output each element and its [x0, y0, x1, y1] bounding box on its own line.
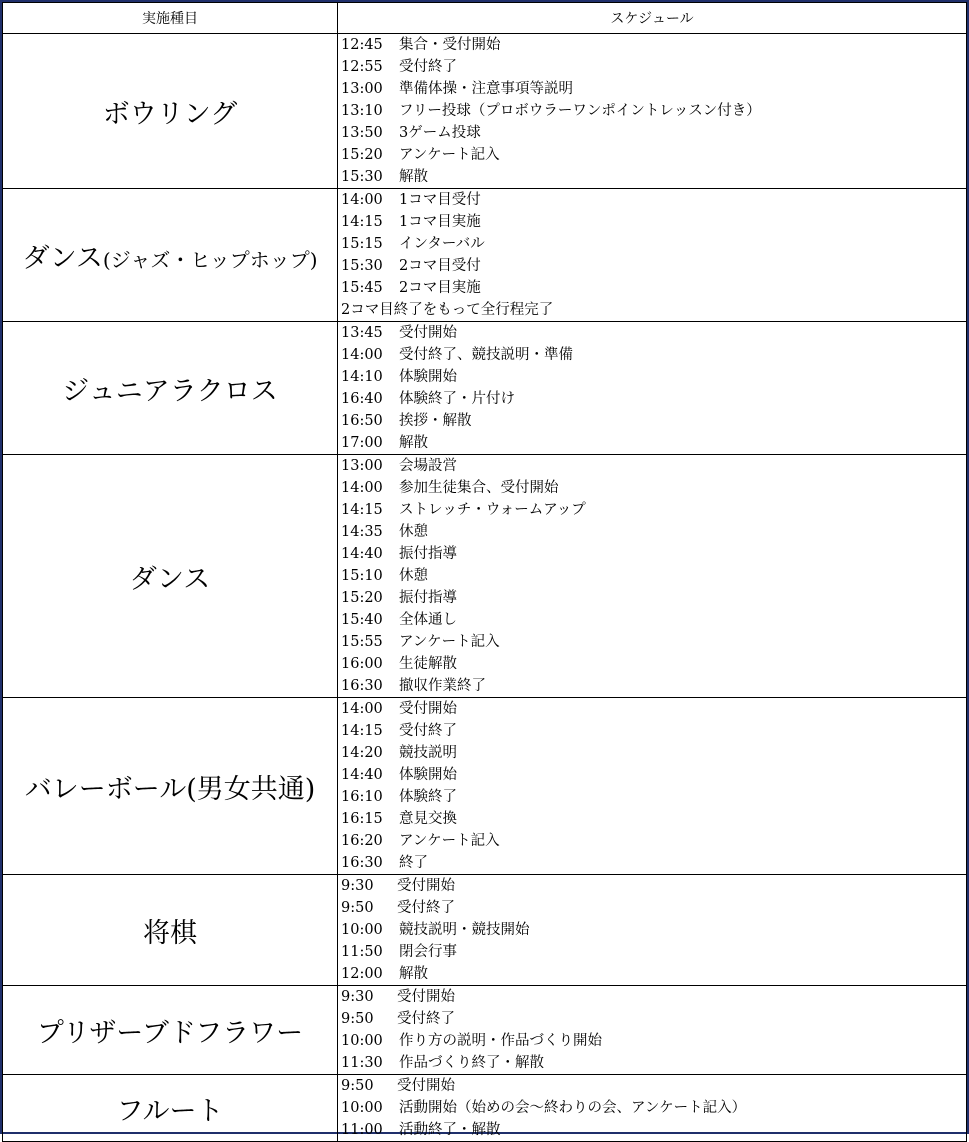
schedule-text: 全体通し [399, 612, 457, 628]
schedule-time: 14:40 [341, 767, 383, 783]
schedule-time: 10:00 [341, 922, 383, 938]
schedule-time: 9:50 [341, 1011, 374, 1027]
table-row [3, 34, 967, 189]
schedule-time: 14:15 [341, 214, 383, 230]
schedule-time: 13:50 [341, 125, 383, 141]
schedule-time: 15:15 [341, 236, 383, 252]
schedule-text: 競技説明 [399, 745, 457, 761]
schedule-time: 13:10 [341, 103, 383, 119]
event-name-cell [3, 34, 338, 189]
schedule-line [341, 455, 966, 477]
event-name-sub: (ジャズ・ヒップホップ) [102, 247, 318, 272]
schedule-line [341, 144, 966, 166]
schedule-line [341, 78, 966, 100]
event-name: ボウリング [102, 98, 238, 130]
schedule-time: 15:30 [341, 258, 383, 274]
schedule-cell [338, 986, 967, 1075]
schedule-time: 13:00 [341, 458, 383, 474]
event-name: 将棋 [143, 917, 197, 949]
schedule-text: アンケート記入 [399, 147, 500, 163]
schedule-text: 挨拶・解散 [399, 413, 472, 429]
schedule-text: アンケート記入 [399, 833, 500, 849]
schedule-line [341, 255, 966, 277]
schedule-line [341, 653, 966, 675]
schedule-text: 休憩 [399, 524, 428, 540]
schedule-text: 受付開始 [397, 1078, 455, 1094]
schedule-text: 解散 [399, 966, 428, 982]
event-name-cell [3, 455, 338, 698]
event-name-cell [3, 322, 338, 455]
schedule-time: 14:00 [341, 192, 383, 208]
schedule-text: ストレッチ・ウォームアップ [399, 502, 586, 518]
schedule-text: 準備体操・注意事項等説明 [399, 81, 573, 97]
schedule-text: インターバル [399, 236, 485, 252]
schedule-text: 振付指導 [399, 590, 457, 606]
schedule-time: 14:40 [341, 546, 383, 562]
schedule-text: 振付指導 [399, 546, 457, 562]
schedule-time: 13:45 [341, 325, 383, 341]
schedule-time: 12:55 [341, 59, 383, 75]
event-name: ダンス [22, 242, 103, 274]
schedule-line [341, 963, 966, 985]
schedule-cell [338, 1075, 967, 1142]
schedule-line [341, 211, 966, 233]
event-name-cell [3, 698, 338, 875]
schedule-text: 受付開始 [397, 989, 455, 1005]
schedule-text: フリー投球（プロボウラーワンポイントレッスン付き） [399, 103, 761, 119]
schedule-time: 10:00 [341, 1033, 383, 1049]
schedule-text: 閉会行事 [399, 944, 457, 960]
schedule-line [341, 388, 966, 410]
event-name-cell [3, 875, 338, 986]
schedule-line [341, 366, 966, 388]
schedule-time: 16:50 [341, 413, 383, 429]
schedule-text: 体験終了 [399, 789, 457, 805]
schedule-text: 2コマ目実施 [399, 280, 481, 296]
schedule-line [341, 565, 966, 587]
schedule-line [341, 432, 966, 454]
schedule-text: 2コマ目終了をもって全行程完了 [341, 302, 554, 318]
table-row [3, 455, 967, 698]
schedule-text: 終了 [399, 855, 428, 871]
schedule-time: 16:40 [341, 391, 383, 407]
schedule-text: 会場設営 [399, 458, 457, 474]
schedule-time: 12:00 [341, 966, 383, 982]
schedule-time: 14:10 [341, 369, 383, 385]
header-schedule: スケジュール [338, 3, 967, 34]
schedule-text: 集合・受付開始 [399, 37, 501, 53]
table-row [3, 986, 967, 1075]
schedule-time: 14:00 [341, 480, 383, 496]
table-row [3, 875, 967, 986]
schedule-text: 受付終了 [399, 59, 457, 75]
schedule-line [341, 543, 966, 565]
schedule-time: 14:00 [341, 701, 383, 717]
schedule-text: 受付終了 [397, 900, 455, 916]
schedule-text: 撤収作業終了 [399, 678, 486, 694]
schedule-line [341, 189, 966, 211]
schedule-time: 12:45 [341, 37, 383, 53]
schedule-time: 16:30 [341, 678, 383, 694]
schedule-text: 体験終了・片付け [399, 391, 515, 407]
event-name-cell [3, 189, 338, 322]
schedule-text: 2コマ目受付 [399, 258, 481, 274]
schedule-body [3, 34, 967, 1142]
schedule-time: 14:35 [341, 524, 383, 540]
schedule-line [341, 1119, 966, 1141]
schedule-time: 16:30 [341, 855, 383, 871]
schedule-time: 16:20 [341, 833, 383, 849]
header-row [3, 3, 967, 34]
schedule-text: 体験開始 [399, 767, 457, 783]
schedule-line [341, 808, 966, 830]
schedule-time: 11:00 [341, 1122, 383, 1138]
schedule-line [341, 1075, 966, 1097]
schedule-time: 9:50 [341, 1078, 374, 1094]
schedule-line [341, 986, 966, 1008]
schedule-text: 体験開始 [399, 369, 457, 385]
schedule-time: 10:00 [341, 1100, 383, 1116]
schedule-line [341, 852, 966, 874]
schedule-time: 9:30 [341, 989, 374, 1005]
schedule-cell [338, 34, 967, 189]
schedule-text: 活動開始（始めの会～終わりの会、アンケート記入） [399, 1100, 747, 1116]
schedule-line [341, 720, 966, 742]
schedule-line [341, 1052, 966, 1074]
schedule-text: 受付開始 [397, 878, 455, 894]
schedule-text: 解散 [399, 169, 428, 185]
schedule-time: 14:15 [341, 502, 383, 518]
schedule-text: 休憩 [399, 568, 428, 584]
schedule-line [341, 277, 966, 299]
schedule-time: 15:20 [341, 147, 383, 163]
schedule-text: アンケート記入 [399, 634, 500, 650]
schedule-time: 14:15 [341, 723, 383, 739]
schedule-line [341, 477, 966, 499]
schedule-text: 作品づくり終了・解散 [399, 1055, 544, 1071]
schedule-line [341, 322, 966, 344]
schedule-line [341, 1030, 966, 1052]
schedule-time: 15:55 [341, 634, 383, 650]
schedule-text: 受付終了 [399, 723, 457, 739]
schedule-line [341, 521, 966, 543]
schedule-line [341, 34, 966, 56]
event-name: ジュニアラクロス [62, 375, 278, 407]
schedule-cell [338, 698, 967, 875]
schedule-line [341, 742, 966, 764]
schedule-cell [338, 875, 967, 986]
schedule-cell [338, 189, 967, 322]
schedule-text: 生徒解散 [399, 656, 457, 672]
schedule-line [341, 122, 966, 144]
schedule-text: 受付開始 [399, 325, 457, 341]
schedule-time: 15:20 [341, 590, 383, 606]
event-name: フルート [116, 1095, 224, 1127]
schedule-cell [338, 322, 967, 455]
schedule-line [341, 1008, 966, 1030]
schedule-text: 3ゲーム投球 [399, 125, 481, 141]
schedule-line [341, 786, 966, 808]
schedule-text: 受付開始 [399, 701, 457, 717]
schedule-text: 解散 [399, 435, 428, 451]
schedule-line [341, 830, 966, 852]
schedule-line [341, 166, 966, 188]
schedule-time: 14:00 [341, 347, 383, 363]
schedule-time: 13:00 [341, 81, 383, 97]
schedule-time: 11:50 [341, 944, 383, 960]
schedule-cell [338, 455, 967, 698]
schedule-text: 1コマ目受付 [399, 192, 481, 208]
schedule-line [341, 875, 966, 897]
schedule-line [341, 1097, 966, 1119]
schedule-text: 競技説明・競技開始 [399, 922, 530, 938]
schedule-line [341, 631, 966, 653]
table-row [3, 1075, 967, 1142]
schedule-line [341, 344, 966, 366]
schedule-line [341, 56, 966, 78]
schedule-text: 受付終了、競技説明・準備 [399, 347, 573, 363]
schedule-time: 16:10 [341, 789, 383, 805]
schedule-time: 17:00 [341, 435, 383, 451]
schedule-time: 9:50 [341, 900, 374, 916]
schedule-line [341, 233, 966, 255]
schedule-line [341, 609, 966, 631]
schedule-time: 16:15 [341, 811, 383, 827]
schedule-line [341, 499, 966, 521]
event-name: プリザーブドフラワー [36, 1017, 304, 1049]
schedule-text: 参加生徒集合、受付開始 [399, 480, 559, 496]
schedule-time: 11:30 [341, 1055, 383, 1071]
schedule-time: 16:00 [341, 656, 383, 672]
schedule-time: 14:20 [341, 745, 383, 761]
table-row [3, 698, 967, 875]
schedule-line [341, 410, 966, 432]
event-name-cell [3, 1075, 338, 1142]
schedule-line [341, 100, 966, 122]
schedule-text: 受付終了 [397, 1011, 455, 1027]
schedule-line [341, 897, 966, 919]
schedule-table [2, 2, 967, 1142]
schedule-time: 15:45 [341, 280, 383, 296]
schedule-text: 意見交換 [399, 811, 457, 827]
schedule-line [341, 919, 966, 941]
schedule-time: 9:30 [341, 878, 374, 894]
schedule-line [341, 698, 966, 720]
event-name-cell [3, 986, 338, 1075]
schedule-line [341, 941, 966, 963]
header-item: 実施種目 [3, 3, 338, 34]
schedule-line [341, 587, 966, 609]
schedule-time: 15:30 [341, 169, 383, 185]
event-name: ダンス [129, 563, 211, 595]
table-row [3, 189, 967, 322]
schedule-text: 活動終了・解散 [399, 1122, 501, 1138]
schedule-time: 15:40 [341, 612, 383, 628]
schedule-text: 作り方の説明・作品づくり開始 [399, 1033, 602, 1049]
schedule-line [341, 764, 966, 786]
table-row [3, 322, 967, 455]
schedule-time: 15:10 [341, 568, 383, 584]
schedule-line [341, 299, 966, 321]
schedule-text: 1コマ目実施 [399, 214, 481, 230]
event-name: バレーボール(男女共通) [24, 773, 316, 805]
schedule-line [341, 675, 966, 697]
